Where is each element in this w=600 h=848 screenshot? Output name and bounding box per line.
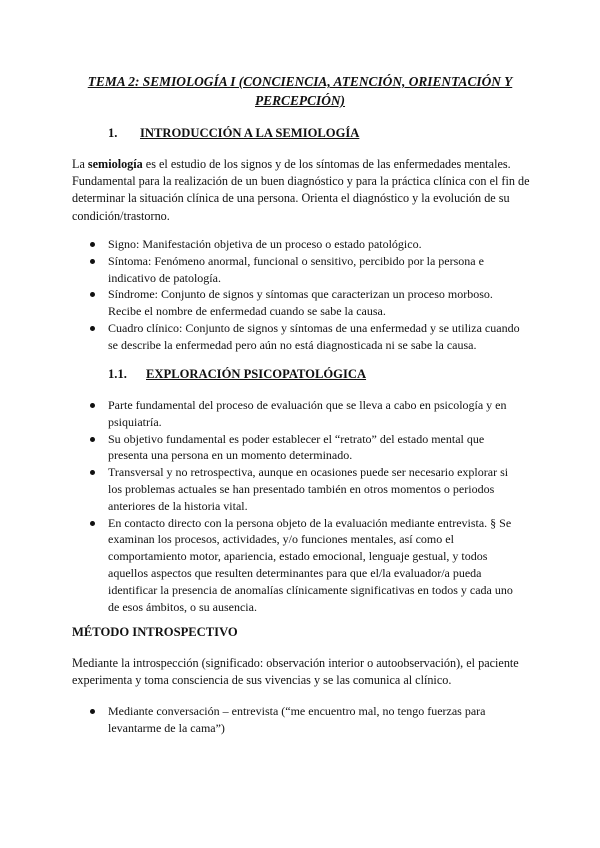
list-item: Síndrome: Conjunto de signos y síntomas que caracterizan un proceso morboso. Recibe el nombre de enfermedad cuando se sabe la causa. <box>90 286 530 320</box>
bullet-icon <box>90 470 95 475</box>
metodo-introspectivo-heading <box>72 624 238 640</box>
paragraph-line: experimenta y toma consciencia de sus vivencias y se las comunica al clínico. <box>72 673 452 688</box>
page-title <box>70 72 530 110</box>
introspeccion-paragraph <box>72 655 532 689</box>
paragraph-line: condición/trastorno. <box>72 208 170 223</box>
bullet-icon <box>90 709 95 714</box>
paragraph-line: Fundamental para la realización de un buen diagnóstico y para la práctica clínica con el fin de <box>72 174 530 189</box>
list-item: Parte fundamental del proceso de evaluación que se lleva a cabo en psicología y en psiquiatría. <box>90 397 530 431</box>
list-item: Transversal y no retrospectiva, aunque en ocasiones puede ser necesario explorar si los problemas actuales se han presentado también en otros momentos o periodos anteriores de la historia vital. <box>90 464 530 514</box>
list-item: Su objetivo fundamental es poder establecer el “retrato” del estado mental que presenta una persona en un momento determinado. <box>90 431 530 465</box>
bullet-icon <box>90 292 95 297</box>
paragraph-line: Mediante la introspección (significado: observación interior o autoobservación), el paciente <box>72 656 519 670</box>
list-item: Cuadro clínico: Conjunto de signos y síntomas de una enfermedad y se utiliza cuando se describe la enfermedad pero aún no está diagnosticada ni se sabe la causa. <box>90 320 530 354</box>
list-item: Mediante conversación – entrevista (“me encuentro mal, no tengo fuerzas para levantarme de la cama”) <box>90 703 530 737</box>
bullet-icon <box>90 242 95 247</box>
section-1-1-title: EXPLORACIÓN PSICOPATOLÓGICA <box>146 367 367 381</box>
semiologia-term: semiología <box>87 157 143 171</box>
paragraph-line: La semiología es el estudio de los signos y de los síntomas de las enfermedades mentales. <box>72 157 511 171</box>
bullet-icon <box>90 521 95 526</box>
page-title-line-2: PERCEPCIÓN) <box>254 93 346 108</box>
list-item: Síntoma: Fenómeno anormal, funcional o sensitivo, percibido por la persona e indicativo de patología. <box>90 253 530 287</box>
list-item: En contacto directo con la persona objeto de la evaluación mediante entrevista. § Se examinan los procesos, actividades, y/o funciones mentales, así como el comportamiento motor, apariencia, estado emocional, lenguaje gestual, y todos aquellos aspectos que resulten determinantes para que el/la evaluador/a pueda identificar la presencia de anomalías clínicamente significativas en todos y cada uno de esos ámbitos, o su ausencia. <box>90 515 530 616</box>
exploracion-list <box>90 397 530 615</box>
paragraph-line: determinar la situación clínica de una persona. Orienta el diagnóstico y la evolución de su <box>72 191 510 206</box>
bullet-icon <box>90 437 95 442</box>
bullet-icon <box>90 326 95 331</box>
semiologia-concepts-list <box>90 236 530 354</box>
section-1-number: 1. <box>108 126 118 140</box>
semiologia-definition-paragraph <box>72 156 532 225</box>
introspeccion-list <box>90 703 530 737</box>
bullet-icon <box>90 259 95 264</box>
section-1-1-heading <box>108 366 366 382</box>
list-item: Signo: Manifestación objetiva de un proceso o estado patológico. <box>90 236 530 253</box>
section-1-title: INTRODUCCIÓN A LA SEMIOLOGÍA <box>140 126 360 140</box>
section-1-1-number: 1.1. <box>108 367 127 381</box>
section-1-heading <box>108 125 359 141</box>
metodo-introspectivo-title: MÉTODO INTROSPECTIVO <box>72 625 238 639</box>
bullet-icon <box>90 403 95 408</box>
page-title-line-1: TEMA 2: SEMIOLOGÍA I (CONCIENCIA, ATENCIÓN, ORIENTACIÓN Y <box>87 74 513 89</box>
